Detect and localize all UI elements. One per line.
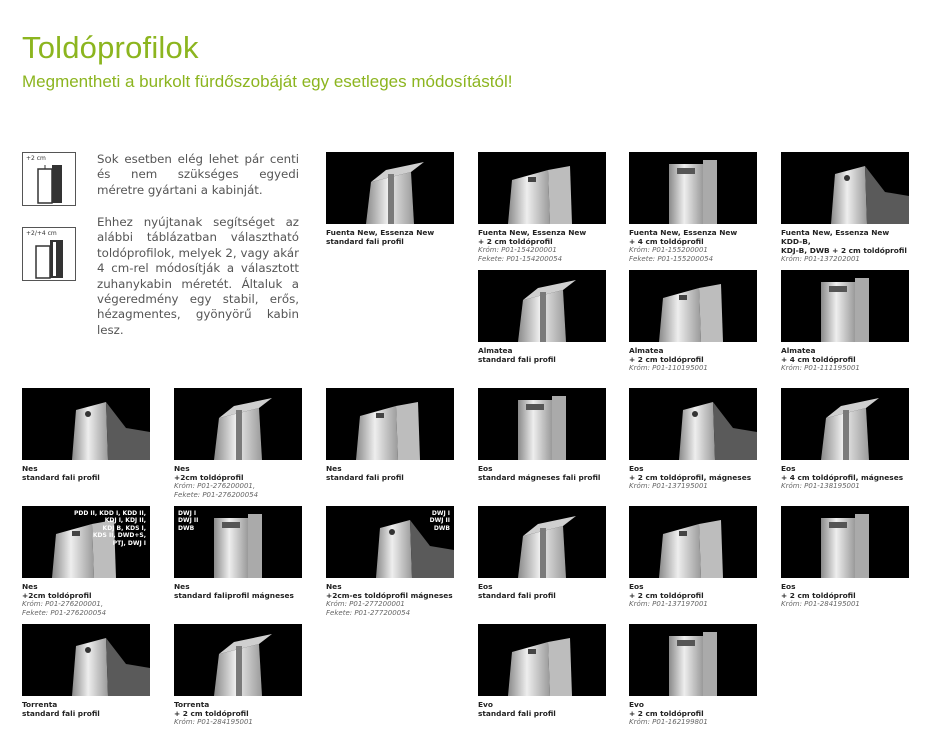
product-code1: Króm: P01-137202001 [781, 255, 860, 263]
product-card [174, 506, 302, 600]
product-card [629, 270, 757, 373]
product-name [478, 582, 606, 600]
product-codes [174, 718, 302, 727]
product-code1: Króm: P01-110195001 [629, 364, 708, 372]
product-code1: Króm: P01-284195001 [174, 718, 253, 726]
product-name2: standard fali profil [326, 473, 404, 482]
product-name2: standard faliprofil mágneses [174, 591, 294, 600]
product-name1: Evo [478, 700, 493, 709]
product-name2: +2cm-es toldóprofil mágneses [326, 591, 453, 600]
product-name1: Fuenta New, Essenza New [629, 228, 738, 237]
page-subtitle: Megmentheti a burkolt fürdőszobáját egy esetleges módosítástól! [22, 72, 513, 91]
product-card [326, 506, 454, 617]
product-codes [629, 718, 757, 727]
product-name2: + 2 cm toldóprofil [629, 355, 704, 364]
product-photo [478, 388, 606, 460]
product-name [22, 464, 150, 482]
product-name2: standard fali profil [478, 591, 556, 600]
product-code1: Króm: P01-276200001, [22, 600, 104, 608]
product-name [781, 228, 909, 255]
product-name1: Almatea [478, 346, 513, 355]
product-photo [22, 624, 150, 696]
product-code1: Króm: P01-111195001 [781, 364, 860, 372]
product-name2: + 2 cm toldóprofil [478, 237, 553, 246]
product-name [781, 346, 909, 364]
compatibility-list: PDD II, KDD I, KDD II, KDJ I, KDJ II, KDJ B, KDS I, KDS II, DWD+S, PTJ, DWJ I [73, 510, 146, 547]
product-name2: standard fali profil [478, 355, 556, 364]
product-name1: Torrenta [174, 700, 210, 709]
product-codes [629, 600, 757, 609]
product-photo [174, 624, 302, 696]
product-photo [478, 624, 606, 696]
product-name1: Eos [629, 582, 644, 591]
product-name2: standard fali profil [22, 473, 100, 482]
product-code1: Króm: P01-162199801 [629, 718, 708, 726]
product-name [22, 700, 150, 718]
icon-label: +2/+4 cm [26, 230, 57, 237]
product-card [629, 152, 757, 263]
product-name [629, 228, 757, 246]
product-name2: + 4 cm toldóprofil, mágneses [781, 473, 904, 482]
product-name [478, 346, 606, 364]
product-codes [629, 364, 757, 373]
product-name2: + 2 cm toldóprofil [174, 709, 249, 718]
product-code1: Króm: P01-137195001 [629, 482, 708, 490]
product-photo [781, 506, 909, 578]
product-name1: Almatea [781, 346, 816, 355]
product-name [326, 228, 454, 246]
product-card [326, 152, 454, 246]
product-code1: Króm: P01-284195001 [781, 600, 860, 608]
product-codes [629, 246, 757, 263]
product-code1: Króm: P01-154200001 [478, 246, 557, 254]
product-name1: Fuenta New, Essenza New [478, 228, 587, 237]
product-name [629, 464, 757, 482]
product-code2: Fekete: P01-155200054 [629, 254, 714, 263]
product-codes [326, 600, 454, 617]
product-name1: Eos [478, 582, 493, 591]
product-name2: KDJ-B, DWB + 2 cm toldóprofil [781, 246, 907, 255]
product-photo [478, 270, 606, 342]
product-name [174, 700, 302, 718]
product-card [781, 152, 909, 264]
product-name2: standard fali profil [326, 237, 404, 246]
product-name1: Nes [326, 582, 342, 591]
product-name1: Evo [629, 700, 644, 709]
product-name1: Eos [781, 582, 796, 591]
product-name [629, 346, 757, 364]
product-codes [781, 255, 909, 264]
product-card [478, 270, 606, 364]
product-card [478, 388, 606, 482]
product-name [629, 700, 757, 718]
product-name1: Eos [478, 464, 493, 473]
product-card [22, 624, 150, 718]
product-name1: Nes [22, 582, 38, 591]
product-card [478, 506, 606, 600]
product-card [629, 624, 757, 727]
product-codes [781, 482, 909, 491]
product-photo [781, 152, 909, 224]
product-card [629, 388, 757, 491]
product-photo [326, 388, 454, 460]
product-code1: Króm: P01-138195001 [781, 482, 860, 490]
product-code2: Fekete: P01-154200054 [478, 254, 563, 263]
product-name2: + 2 cm toldóprofil [781, 591, 856, 600]
compatibility-list: DWJ I DWJ II DWB [178, 510, 199, 532]
product-codes [781, 600, 909, 609]
product-name [478, 228, 606, 246]
product-name2: + 2 cm toldóprofil [629, 709, 704, 718]
product-name1: Nes [174, 464, 190, 473]
product-name1: Fuenta New, Essenza New KDD-B, [781, 228, 890, 246]
product-card [22, 388, 150, 482]
product-code1: Króm: P01-277200001 [326, 600, 405, 608]
product-name2: standard fali profil [478, 709, 556, 718]
product-name [629, 582, 757, 600]
product-card [781, 506, 909, 609]
product-name1: Nes [326, 464, 342, 473]
plus-2-4cm-icon [22, 227, 76, 281]
product-card [781, 270, 909, 373]
product-photo [629, 388, 757, 460]
product-name [781, 582, 909, 600]
product-photo [174, 388, 302, 460]
product-code2: Fekete: P01-277200054 [326, 608, 411, 617]
product-name [478, 464, 606, 482]
product-code2: Fekete: P01-276200054 [174, 490, 259, 499]
product-name [326, 582, 454, 600]
product-name2: + 4 cm toldóprofil [781, 355, 856, 364]
product-name [326, 464, 454, 482]
product-codes [629, 482, 757, 491]
product-code2: Fekete: P01-276200054 [22, 608, 107, 617]
product-name [22, 582, 150, 600]
product-name2: +2cm toldóprofil [174, 473, 244, 482]
product-name2: + 2 cm toldóprofil [629, 591, 704, 600]
product-photo [629, 624, 757, 696]
product-code1: Króm: P01-137197001 [629, 600, 708, 608]
product-photo [629, 506, 757, 578]
product-card [629, 506, 757, 609]
product-name2: standard fali profil [22, 709, 100, 718]
page-title: Toldóprofilok [22, 30, 199, 65]
product-name1: Fuenta New, Essenza New [326, 228, 435, 237]
product-card [174, 624, 302, 727]
product-card [478, 152, 606, 263]
product-codes [781, 364, 909, 373]
product-name2: standard mágneses fali profil [478, 473, 601, 482]
product-codes [478, 246, 606, 263]
product-photo [22, 506, 150, 578]
product-name [478, 700, 606, 718]
product-card [22, 506, 150, 617]
product-photo [629, 270, 757, 342]
product-card [781, 388, 909, 491]
product-name2: + 2 cm toldóprofil, mágneses [629, 473, 752, 482]
product-codes [174, 482, 302, 499]
product-photo [22, 388, 150, 460]
product-card [174, 388, 302, 499]
compatibility-list: DWJ I DWJ II DWB [429, 510, 450, 532]
product-name1: Eos [781, 464, 796, 473]
product-name [174, 464, 302, 482]
product-photo [326, 152, 454, 224]
icon-label: +2 cm [26, 155, 46, 162]
product-card [326, 388, 454, 482]
intro-paragraph-1: Sok esetben elég lehet pár centi és nem szükséges egyedi méretre gyártani a kabinját. [97, 152, 299, 197]
product-name1: Almatea [629, 346, 664, 355]
product-photo [478, 152, 606, 224]
product-name [781, 464, 909, 482]
product-name1: Nes [22, 464, 38, 473]
product-photo [326, 506, 454, 578]
product-codes [22, 600, 150, 617]
product-code1: Króm: P01-155200001 [629, 246, 708, 254]
plus-2cm-icon [22, 152, 76, 206]
product-name2: +2cm toldóprofil [22, 591, 92, 600]
product-name1: Torrenta [22, 700, 58, 709]
product-photo [629, 152, 757, 224]
product-photo [781, 270, 909, 342]
product-name [174, 582, 302, 600]
intro-paragraph-2: Ehhez nyújtanak segítséget az alábbi táblázatban választható toldóprofilok, melyek 2, vagy akár 4 cm-rel módosítják a választott zuhanykabin méretét. Általuk a végeredmény egy stabil, erős, hézagmentes, gyönyörű kabin lesz. [97, 215, 299, 337]
product-name1: Eos [629, 464, 644, 473]
product-card [478, 624, 606, 718]
product-code1: Króm: P01-276200001, [174, 482, 256, 490]
product-photo [781, 388, 909, 460]
product-photo [478, 506, 606, 578]
product-photo [174, 506, 302, 578]
product-name1: Nes [174, 582, 190, 591]
product-name2: + 4 cm toldóprofil [629, 237, 704, 246]
